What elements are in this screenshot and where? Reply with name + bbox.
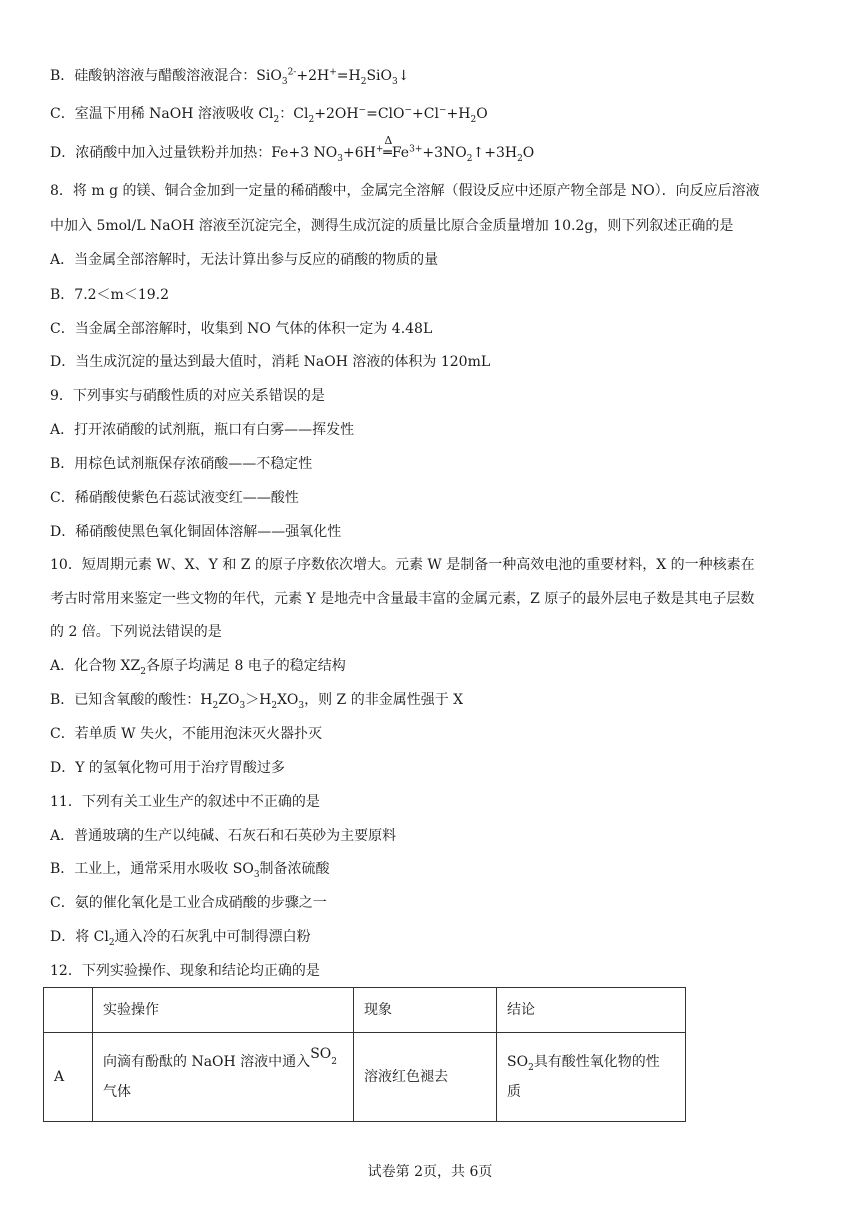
table-header-cell: 结论 <box>497 988 686 1033</box>
q7-option-c: C．室温下用稀 NaOH 溶液吸收 $Cl_2$：$Cl_2+2OH^-=ClO^-+Cl^-+H_2O$ <box>50 105 488 125</box>
row-label: A <box>44 1033 93 1122</box>
q9-option-a: A．打开浓硝酸的试剂瓶，瓶口有白雾——挥发性 <box>50 422 355 438</box>
q9-option-c: C．稀硝酸使紫色石蕊试液变红——酸性 <box>50 490 299 506</box>
q11-option-a: A．普通玻璃的生产以纯碱、石灰石和石英砂为主要原料 <box>50 828 397 844</box>
q7-option-b: B．硅酸钠溶液与醋酸溶液混合：$SiO_3^{2-}+2H^+=H_2SiO_3↓$ <box>50 67 410 87</box>
q11-option-d: D．将 $Cl_2$通入冷的石灰乳中可制得漂白粉 <box>50 929 311 948</box>
table-row <box>44 1033 686 1122</box>
q10-stem-line2: 考古时常用来鉴定一些文物的年代，元素 Y 是地壳中含量最丰富的金属元素，Z 原子的最外层电子数是其电子层数 <box>50 591 755 607</box>
q9-option-b: B．用棕色试剂瓶保存浓硝酸——不稳定性 <box>50 456 313 472</box>
table-header-cell <box>44 988 93 1033</box>
conclusion-cell: $SO_2$具有酸性氧化物的性 质 <box>497 1033 686 1122</box>
q8-stem-line1: 8．将 m g 的镁、铜合金加到一定量的稀硝酸中，金属完全溶解（假设反应中还原产物全部是 NO）．向反应后溶液 <box>50 183 760 199</box>
q8-stem-line2: 中加入 5mol/L NaOH 溶液至沉淀完全，测得生成沉淀的质量比原合金质量增加 10.2g，则下列叙述正确的是 <box>50 218 734 234</box>
q11-option-c: C．氨的催化氧化是工业合成硝酸的步骤之一 <box>50 895 327 911</box>
q10-option-d: D．Y 的氢氧化物可用于治疗胃酸过多 <box>50 760 285 776</box>
q11-option-b: B．工业上，通常采用水吸收 $SO_3$制备浓硫酸 <box>50 861 330 880</box>
q8-option-b: B．7.2＜m＜19.2 <box>50 287 169 303</box>
experiment-table <box>43 987 686 1122</box>
q8-option-c: C．当金属全部溶解时，收集到 NO 气体的体积一定为 4.48L <box>50 321 433 337</box>
q11-stem: 11．下列有关工业生产的叙述中不正确的是 <box>50 794 320 810</box>
q8-option-a: A．当金属全部溶解时，无法计算出参与反应的硝酸的物质的量 <box>50 252 439 268</box>
table-header-row <box>44 988 686 1033</box>
q9-stem: 9．下列事实与硝酸性质的对应关系错误的是 <box>50 388 325 404</box>
phenomenon-cell: 溶液红色褪去 <box>354 1033 497 1122</box>
q9-option-d: D．稀硝酸使黑色氧化铜固体溶解——强氧化性 <box>50 524 342 540</box>
operation-cell: 向滴有酚酞的 NaOH 溶液中通入$SO_2$ 气体 <box>93 1033 354 1122</box>
q10-option-a: A．化合物 $XZ_2$各原子均满足 8 电子的稳定结构 <box>50 658 346 677</box>
q12-stem: 12．下列实验操作、现象和结论均正确的是 <box>50 963 320 979</box>
q10-option-c: C．若单质 W 失火，不能用泡沫灭火器扑灭 <box>50 726 323 742</box>
q10-option-b: B．已知含氧酸的酸性：$H_2ZO_3>H_2XO_3$，则 Z 的非金属性强于 X <box>50 692 464 711</box>
q10-stem-line1: 10．短周期元素 W、X、Y 和 Z 的原子序数依次增大。元素 W 是制备一种高效电池的重要材料，X 的一种核素在 <box>50 557 755 573</box>
q7-option-d: D．浓硝酸中加入过量铁粉并加热：Fe+3 $NO_3+6H^+$ Δ $═Fe^{3+}+3NO_2↑+3H_2O$ <box>50 143 534 163</box>
q10-stem-line3: 的 2 倍。下列说法错误的是 <box>50 624 222 640</box>
table-header-cell: 现象 <box>354 988 497 1033</box>
q8-option-d: D．当生成沉淀的量达到最大值时，消耗 NaOH 溶液的体积为 120mL <box>50 354 491 370</box>
page-footer: 试卷第 2页，共 6页 <box>367 1164 493 1180</box>
heat-delta-symbol: Δ <box>384 134 393 147</box>
table-header-cell: 实验操作 <box>93 988 354 1033</box>
